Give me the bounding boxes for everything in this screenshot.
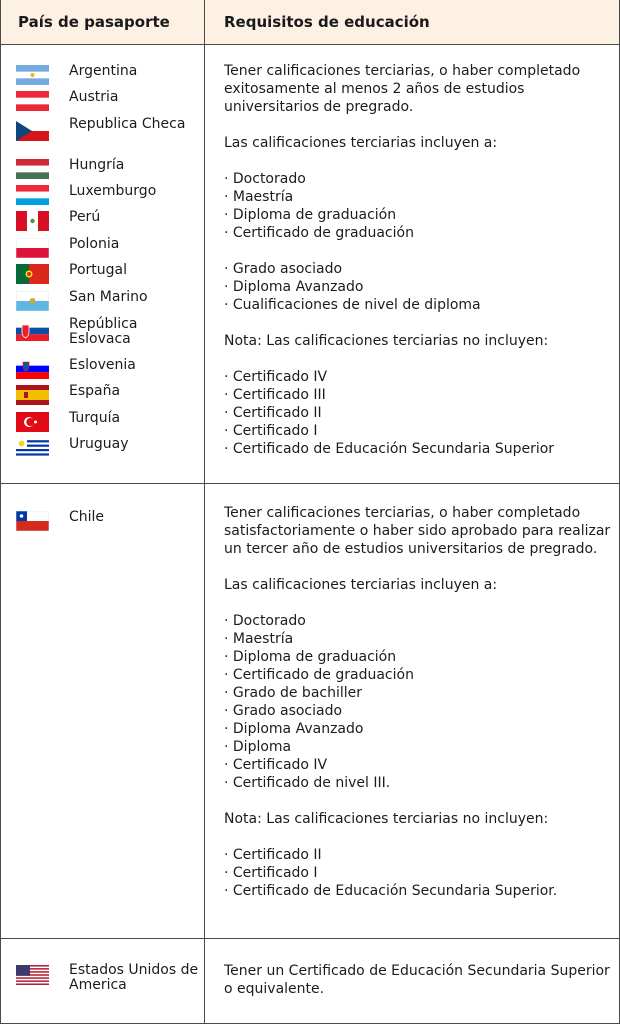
list-item: · Doctorado xyxy=(224,171,306,187)
usa-flag-icon xyxy=(16,965,49,985)
list-item: · Certificado de nivel III. xyxy=(224,775,391,791)
includes-title: Las calificaciones terciarias incluyen a: xyxy=(224,135,498,151)
table-header xyxy=(0,0,620,45)
includes-title: Las calificaciones terciarias incluyen a: xyxy=(224,577,498,593)
education-requirements-text xyxy=(224,62,614,458)
list-item: · Certificado de graduación xyxy=(224,225,414,241)
list-item: · Certificado I xyxy=(224,423,318,439)
spain-flag-icon xyxy=(16,385,49,405)
header-education-requirements: Requisitos de educación xyxy=(224,13,430,31)
table-border-left xyxy=(0,0,1,1024)
list-item: · Doctorado xyxy=(224,613,306,629)
list-item: · Maestría xyxy=(224,189,294,205)
list-item: · Cualificaciones de nivel de diploma xyxy=(224,297,481,313)
country-name: Republica Checa xyxy=(69,116,186,132)
czech-republic-flag-icon xyxy=(16,121,49,141)
peru-flag-icon xyxy=(16,211,49,231)
country-name: Perú xyxy=(69,209,101,225)
country-name: República Eslovaca xyxy=(69,316,138,347)
country-name: Polonia xyxy=(69,236,120,252)
header-passport-country: País de pasaporte xyxy=(18,13,170,31)
list-item: · Diploma Avanzado xyxy=(224,279,364,295)
uruguay-flag-icon xyxy=(16,438,49,458)
country-name: Hungría xyxy=(69,157,125,173)
country-name: San Marino xyxy=(69,289,148,305)
country-name: Austria xyxy=(69,89,119,105)
row-divider xyxy=(0,483,620,484)
row-divider xyxy=(0,938,620,939)
portugal-flag-icon xyxy=(16,264,49,284)
list-item: · Diploma de graduación xyxy=(224,207,397,223)
list-item: · Grado de bachiller xyxy=(224,685,363,701)
list-item: · Certificado de graduación xyxy=(224,667,414,683)
argentina-flag-icon xyxy=(16,65,49,85)
list-item: · Certificado II xyxy=(224,405,322,421)
column-divider xyxy=(204,0,205,1024)
austria-flag-icon xyxy=(16,91,49,111)
education-requirements-text xyxy=(224,962,614,998)
poland-flag-icon xyxy=(16,238,49,258)
requirements-intro: Tener calificaciones terciarias, o haber completado exitosamente al menos 2 años de estudios universitarios de pregrado. xyxy=(224,63,581,115)
list-item: · Certificado I xyxy=(224,865,318,881)
requirements-intro: Tener un Certificado de Educación Secundaria Superior o equivalente. xyxy=(224,963,610,997)
excludes-title: Nota: Las calificaciones terciarias no incluyen: xyxy=(224,811,549,827)
list-item: · Diploma xyxy=(224,739,292,755)
country-name: Luxemburgo xyxy=(69,183,157,199)
list-item: · Certificado II xyxy=(224,847,322,863)
slovakia-flag-icon xyxy=(16,321,49,341)
education-requirements-text xyxy=(224,504,614,900)
san-marino-flag-icon xyxy=(16,291,49,311)
list-item: · Grado asociado xyxy=(224,703,343,719)
country-name: Argentina xyxy=(69,63,138,79)
list-item: · Certificado IV xyxy=(224,757,328,773)
list-item: · Diploma de graduación xyxy=(224,649,397,665)
list-item: · Certificado de Educación Secundaria Superior xyxy=(224,441,555,457)
country-name: Uruguay xyxy=(69,436,129,452)
country-name: Turquía xyxy=(69,410,121,426)
list-item: · Maestría xyxy=(224,631,294,647)
turkey-flag-icon xyxy=(16,412,49,432)
list-item: · Diploma Avanzado xyxy=(224,721,364,737)
list-item: · Grado asociado xyxy=(224,261,343,277)
country-name: Eslovenia xyxy=(69,357,136,373)
chile-flag-icon xyxy=(16,511,49,531)
country-name: Chile xyxy=(69,509,105,525)
country-name: Estados Unidos de America xyxy=(69,962,199,993)
list-item: · Certificado IV xyxy=(224,369,328,385)
hungary-flag-icon xyxy=(16,159,49,179)
luxembourg-flag-icon xyxy=(16,185,49,205)
list-item: · Certificado III xyxy=(224,387,326,403)
list-item: · Certificado de Educación Secundaria Superior. xyxy=(224,883,558,899)
country-name: España xyxy=(69,383,121,399)
country-name: Portugal xyxy=(69,262,127,278)
requirements-intro: Tener calificaciones terciarias, o haber completado satisfactoriamente o haber sido aprobado para realizar un tercer año de estudios universitarios de pregrado. xyxy=(224,505,611,557)
excludes-title: Nota: Las calificaciones terciarias no incluyen: xyxy=(224,333,549,349)
slovenia-flag-icon xyxy=(16,359,49,379)
